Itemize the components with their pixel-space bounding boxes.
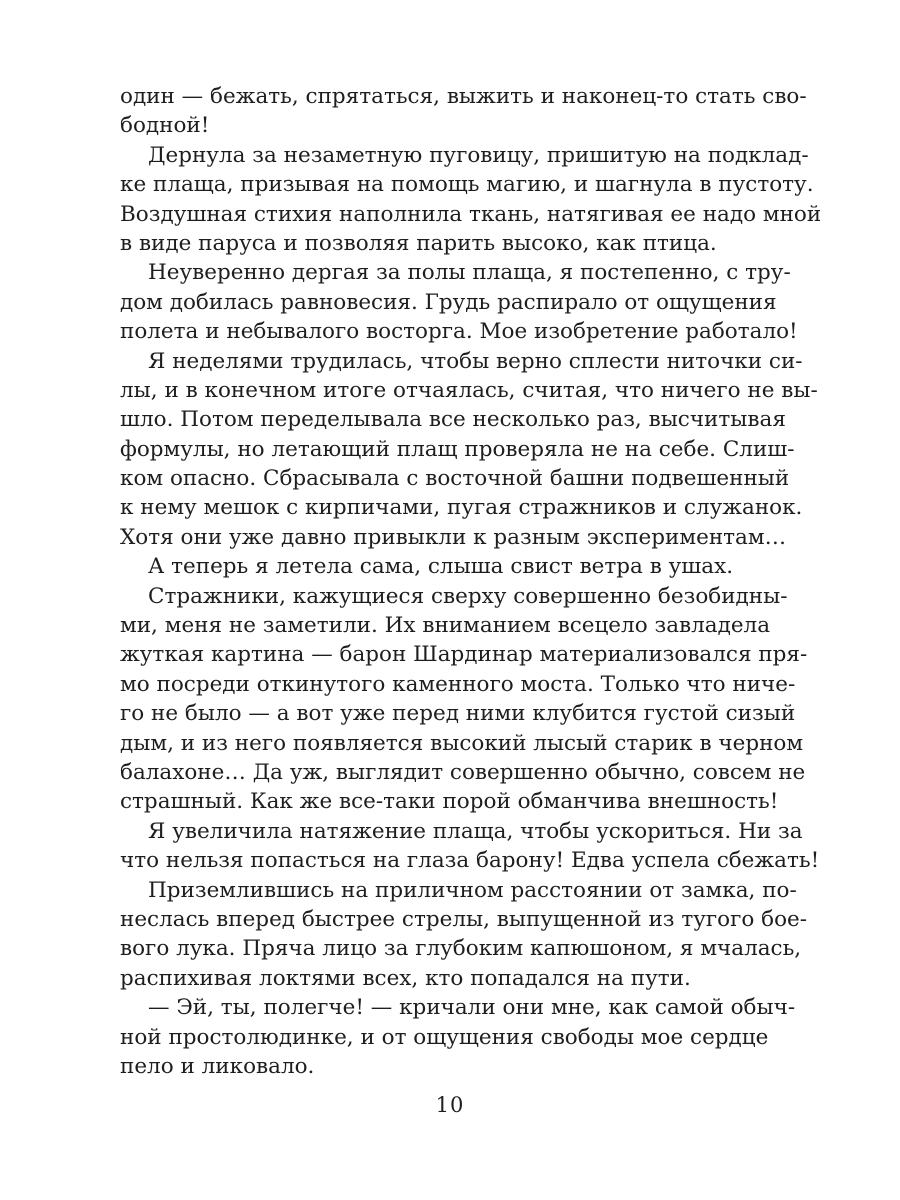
paragraph xyxy=(120,347,818,553)
text-line: распихивая локтями всех, кто попадался на пути. xyxy=(120,965,691,991)
text-line: ком опасно. Сбрасывала с восточной башни подвешенный xyxy=(120,466,790,492)
text-line: Неуверенно дергая за полы плаща, я постепенно, с тру- xyxy=(148,260,791,286)
text-line: Я увеличила натяжение плаща, чтобы ускориться. Ни за xyxy=(148,818,803,844)
paragraph xyxy=(120,82,807,141)
paragraph xyxy=(120,993,796,1081)
text-line: лы, и в конечном итоге отчаялась, считая, что ничего не вы- xyxy=(120,377,818,403)
text-line: дом добилась равновесия. Грудь распирало от ощущения xyxy=(120,289,777,315)
book-page-text xyxy=(120,82,822,1081)
paragraph xyxy=(120,876,808,994)
paragraph xyxy=(120,582,808,817)
text-line: неслась вперед быстрее стрелы, выпущенной из тугого бое- xyxy=(120,906,808,932)
text-line: бодной! xyxy=(120,113,210,139)
text-line: Дернула за незаметную пуговицу, пришитую на подклад- xyxy=(148,142,809,168)
text-line: к нему мешок с кирпичами, пугая стражников и служанок. xyxy=(120,495,803,521)
text-line: Я неделями трудилась, чтобы верно сплести ниточки си- xyxy=(148,348,803,374)
text-line: — Эй, ты, полегче! — кричали они мне, как самой обыч- xyxy=(148,995,796,1021)
text-line: один — бежать, спрятаться, выжить и наконец-то стать сво- xyxy=(120,84,807,109)
text-line: ми, меня не заметили. Их вниманием всецело завладела xyxy=(120,613,771,639)
text-line: Хотя они уже давно привыкли к разным экспериментам… xyxy=(120,524,787,550)
text-line: мо посреди откинутого каменного моста. Только что ниче- xyxy=(120,671,796,697)
text-line: Приземлившись на приличном расстоянии от замка, по- xyxy=(148,877,797,903)
page-number: 10 xyxy=(435,1093,465,1117)
text-line: жуткая картина — барон Шардинар материализовался пря- xyxy=(120,642,808,668)
text-line: полета и небывалого восторга. Мое изобретение работало! xyxy=(120,319,798,345)
text-line: ной простолюдинке, и от ощущения свободы мое сердце xyxy=(120,1024,769,1050)
text-line: Воздушная стихия наполнила ткань, натягивая ее надо мной xyxy=(120,201,822,227)
paragraph xyxy=(120,258,798,346)
text-line: го не было — а вот уже перед ними клубится густой сизый xyxy=(120,701,796,727)
text-line: А теперь я летела сама, слыша свист ветра в ушах. xyxy=(148,554,734,580)
text-line: ке плаща, призывая на помощь магию, и шагнула в пустоту. xyxy=(120,172,814,198)
text-line: страшный. Как же все-таки порой обманчива внешность! xyxy=(120,789,779,815)
text-line: формулы, но летающий плащ проверяла не на себе. Слиш- xyxy=(120,436,795,462)
text-line: шло. Потом переделывала все несколько раз, высчитывая xyxy=(120,407,786,433)
paragraph xyxy=(120,141,822,259)
text-line: что нельзя попасться на глаза барону! Едва успела сбежать! xyxy=(120,848,820,874)
text-line: дым, и из него появляется высокий лысый старик в черном xyxy=(120,730,804,756)
text-line: вого лука. Пряча лицо за глубоким капюшоном, я мчалась, xyxy=(120,936,802,962)
text-line: пело и ликовало. xyxy=(120,1053,315,1079)
text-line: балахоне… Да уж, выглядит совершенно обычно, совсем не xyxy=(120,759,806,785)
paragraph xyxy=(120,552,758,581)
text-line: в виде паруса и позволяя парить высоко, как птица. xyxy=(120,230,717,256)
paragraph xyxy=(120,817,820,876)
text-line: Стражники, кажущиеся сверху совершенно безобидны- xyxy=(148,583,788,609)
